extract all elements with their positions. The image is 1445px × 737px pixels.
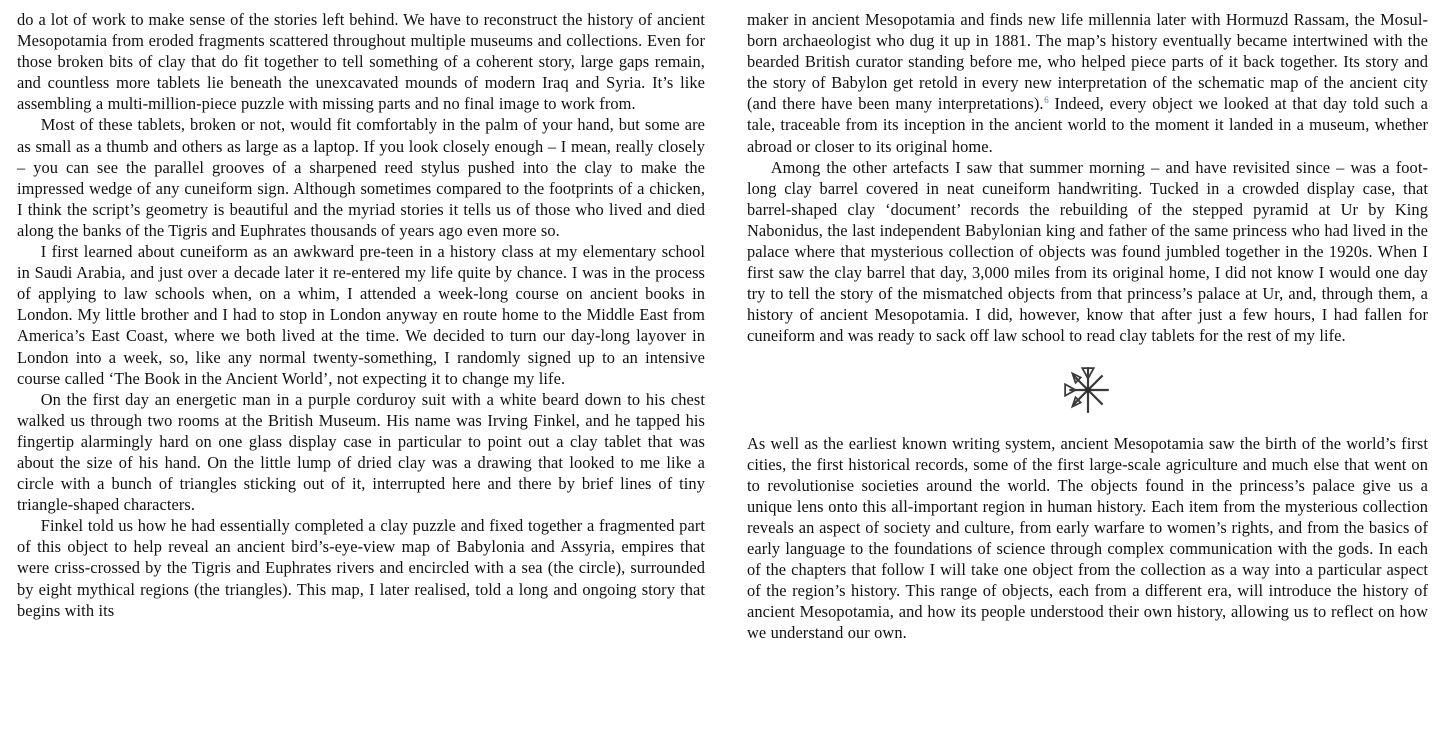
right-page: [722, 0, 1445, 737]
paragraph: do a lot of work to make sense of the stories left behind. We have to reconstruct the history of ancient Mesopotamia from eroded fragments scattered throughout multiple museums and collections. Even for those broken bits of clay that do fit together to tell something of a coherent story, large gaps remain, and countless more tablets lie beneath the unexcavated mounds of modern Iraq and Syria. It’s like assembling a multi-million-piece puzzle with missing parts and no final image to work from.: [17, 10, 705, 114]
right-page-column: [747, 9, 1428, 643]
cuneiform-star-ornament-icon: [1062, 364, 1114, 416]
left-page: [0, 0, 722, 737]
paragraph: Finkel told us how he had essentially completed a clay puzzle and fixed together a fragmented part of this object to help reveal an ancient bird’s-eye-view map of Babylonia and Assyria, empires that were criss-crossed by the Tigris and Euphrates rivers and encircled with a sea (the circle), surrounded by eight mythical regions (the triangles). This map, I later realised, told a long and ongoing story that begins with its: [17, 516, 705, 620]
paragraph-with-footnote: [747, 9, 1428, 157]
paragraph: On the first day an energetic man in a purple corduroy suit with a white beard down to his chest walked us through two rooms at the British Museum. His name was Irving Finkel, and he tapped his fingertip alarmingly hard on one glass display case in particular to point out a clay tablet that was about the size of his hand. On the little lump of dried clay was a drawing that looked to me like a circle with a bunch of triangles sticking out of it, interrupted here and there by brief lines of tiny triangle-shaped characters.: [17, 389, 705, 515]
paragraph: I first learned about cuneiform as an awkward pre-teen in a history class at my elementary school in Saudi Arabia, and just over a decade later it re-entered my life quite by chance. I was in the process of applying to law schools when, on a whim, I attended a week-long course on ancient books in London. My little brother and I had to stop in London anyway en route home to the Middle East from America’s East Coast, where we both lived at the time. We decided to turn our day-long layover in London into a week, so, like any normal twenty-something, I randomly signed up to an intensive course called ‘The Book in the Ancient World’, not expecting it to change my life.: [17, 242, 705, 388]
paragraph: As well as the earliest known writing system, ancient Mesopotamia saw the birth of the world’s first cities, the first historical records, some of the first large-scale agriculture and much else that went on to revolutionise societies around the world. The objects found in the princess’s palace give us a unique lens onto this all-important region in human history. Each item from the mysterious collection reveals an aspect of society and culture, from early warfare to women’s rights, and from the basics of early language to the foundations of science through complex communication with the gods. In each of the chapters that follow I will take one object from the collection as a way into a particular aspect of the region’s history. This range of objects, each from a different era, will introduce the history of ancient Mesopotamia, and how its people understood their own history, allowing us to reflect on how we understand our own.: [747, 433, 1428, 643]
left-page-column: [17, 9, 705, 621]
paragraph-text-before-footnote: maker in ancient Mesopotamia and finds new life millennia later with Hormuzd Rassam, the Mosul-born archaeologist who dug it up in 1881. The map’s history eventually became intertwined with the bearded British curator standing before me, who helped piece parts of it back together. Its story and the story of Babylon get retold in every new interpretation of the schematic map of the ancient city (and there have been many interpretations).: [747, 10, 1428, 114]
footnote-marker[interactable]: 6: [1044, 94, 1049, 105]
paragraph-text-after-footnote: Indeed, every object we looked at that day told such a tale, traceable from its inception in the ancient world to the moment it landed in a museum, whether abroad or closer to its original home.: [747, 94, 1428, 156]
paragraph: Most of these tablets, broken or not, would fit comfortably in the palm of your hand, but some are as small as a thumb and others as large as a laptop. If you look closely enough – I mean, really closely – you can see the parallel grooves of a sharpened reed stylus pushed into the clay to make the impressed wedge of any cuneiform sign. Although sometimes compared to the footprints of a chicken, I think the script’s geometry is beautiful and the myriad stories it tells us of those who lived and died along the banks of the Tigris and Euphrates thousands of years ago even more so.: [17, 115, 705, 240]
paragraph: Among the other artefacts I saw that summer morning – and have revisited since – was a foot-long clay barrel covered in neat cuneiform handwriting. Tucked in a crowded display case, that barrel-shaped clay ‘document’ records the rebuilding of the stepped pyramid at Ur by King Nabonidus, the last independent Babylonian king and father of the same princess who had lived in the palace where that mysterious collection of objects was found jumbled together in the 1920s. When I first saw the clay barrel that day, 3,000 miles from its original home, I did not know I would one day try to tell the story of the mismatched objects from that princess’s palace at Ur, and, through them, a history of ancient Mesopotamia. I did, however, know that after just a few hours, I had fallen for cuneiform and was ready to sack off law school to read clay tablets for the rest of my life.: [747, 157, 1428, 346]
section-divider: [747, 347, 1428, 433]
